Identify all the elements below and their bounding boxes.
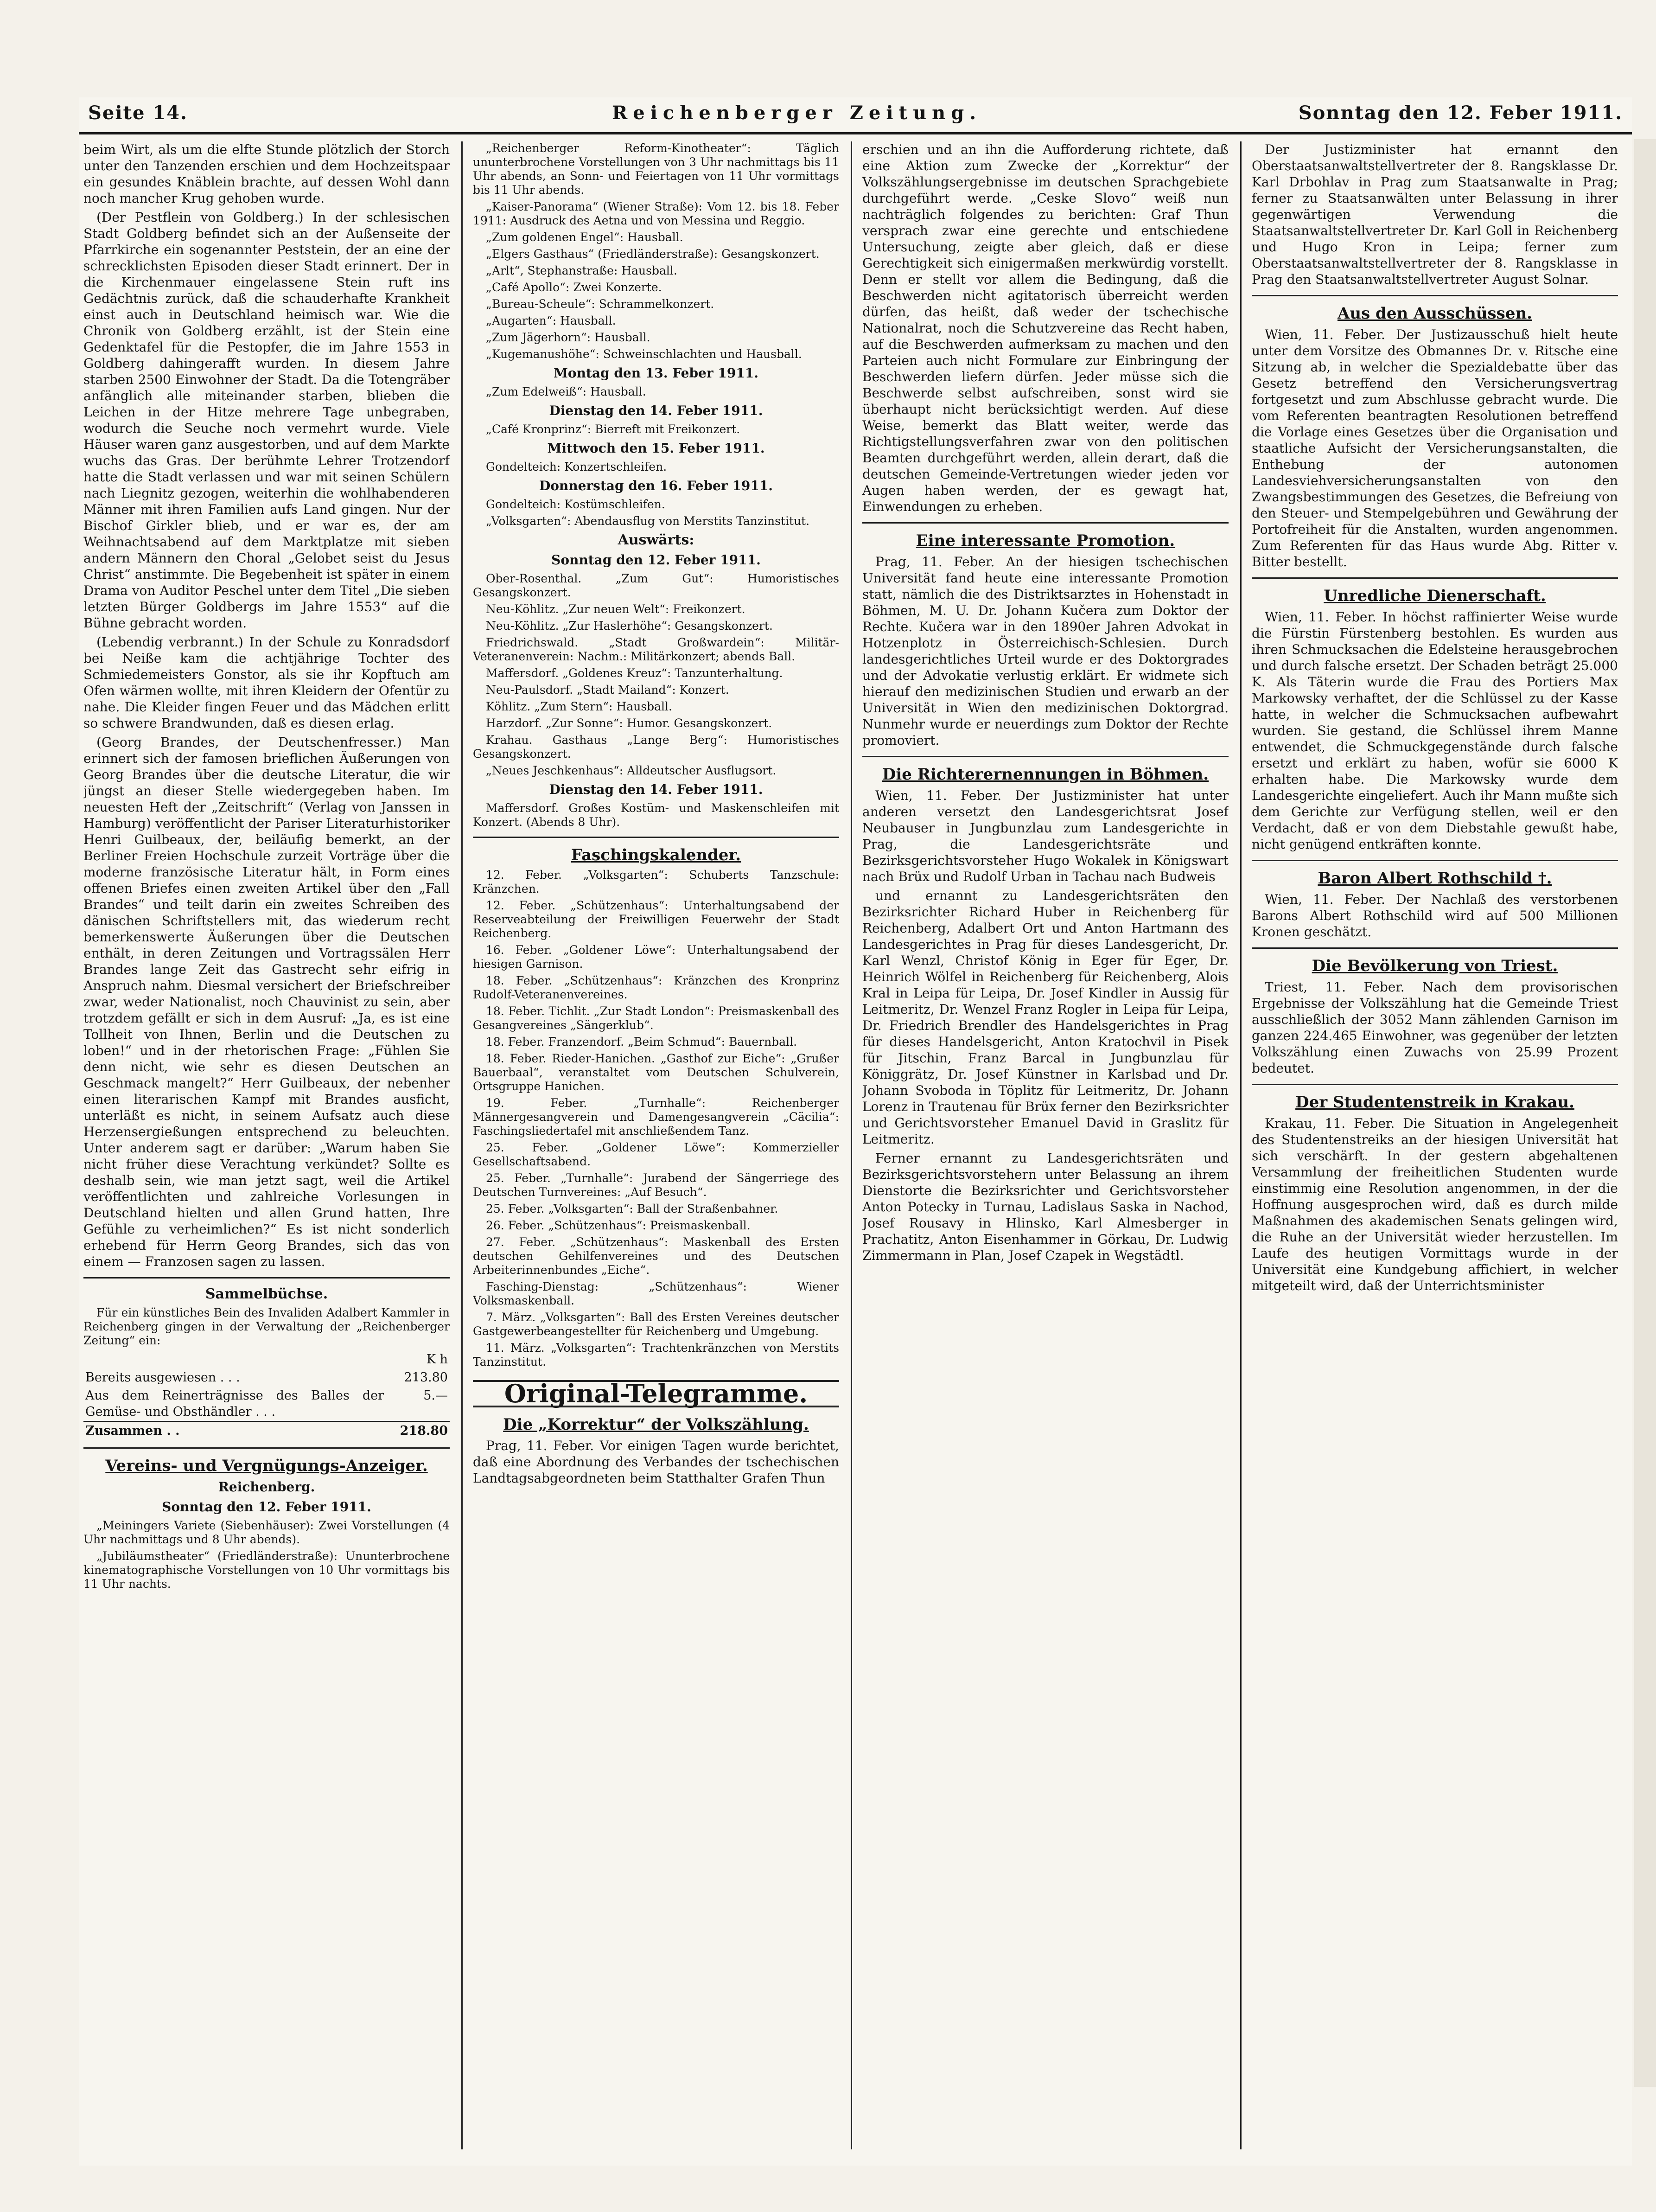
listing-entry: Neu-Köhlitz. „Zur Haslerhöhe“: Gesangskonzert. bbox=[486, 619, 773, 633]
ledger-total-row bbox=[83, 1421, 450, 1440]
calendar-entry: 18. Feber. Rieder-Hanichen. „Gasthof zur Eiche“: „Grußer Bauerbaal“, veranstaltet vom Deutschen Schulverein, Ortsgruppe Hanichen. bbox=[473, 1052, 839, 1093]
section-divider bbox=[83, 1277, 450, 1279]
listing-entry: „Café Apollo“: Zwei Konzerte. bbox=[486, 281, 662, 294]
article-paragraph: (Georg Brandes, der Deutschenfresser.) Man erinnert sich der famosen brieflichen Äußerungen von Georg Brandes über die deutsche Literatur, die wir jüngst an dieser Stelle wiedergegeben haben. Im neuesten Heft der „Zeitschrift“ (Verlag von Janssen in Hamburg) veröffentlicht der Pariser Literaturhistoriker Henri Guilbeaux, der, beiläufig bemerkt, an der Berliner Freien Hochschule zurzeit Vorträge über die moderne französische Literatur hält, in Form eines offenen Briefes einen zweiten Artikel über den „Fall Brandes“ und teilt darin ein zweites Schreiben des dänischen Schriftstellers mit, das wiederum recht bemerkenswerte Äußerungen über die Deutschen enthält, in deren Zeitungen und Vortragssälen Herr Brandes lange Zeit das Gastrecht sehr eifrig in Anspruch nahm. Diesmal versichert der Briefschreiber zwar, weder Nationalist, noch Chauvinist zu sein, aber trotzdem gefällt er sich in dem Ausruf: „Ja, es ist eine Tollheit von Ihnen, Berlin und die Deutschen zu loben!“ und in der rhetorischen Frage: „Fühlen Sie denn nicht, wie sehr es diesen Deutschen an Geschmack mangelt?“ Herr Guilbeaux, der nebenher einen literarischen Kampf mit Brandes ausficht, unterläßt es nicht, in seinem Aufsatz auch diese Herzensergießungen entsprechend zu beleuchten. Unter anderem sagt er darüber: „Warum haben Sie nicht früher diese Verachtung verkündet? Sollte es deshalb sein, wie man jetzt sagt, weil die Artikel veröffentlichten und zahlreiche Vorlesungen in Deutschland hielten und allen Grund hatten, Ihre Gefühle zu verheimlichen?“ Es ist nicht sonderlich erhebend für Herrn Georg Brandes, sich das von einem — Franzosen sagen zu lassen. bbox=[83, 735, 450, 1269]
calendar-entry: 18. Feber. Franzendorf. „Beim Schmud“: Bauernball. bbox=[486, 1035, 797, 1048]
listing-entry: Friedrichswald. „Stadt Großwardein“: Militär-Veteranenverein: Nachm.: Militärkonzert; abends Ball. bbox=[473, 636, 839, 663]
column-2 bbox=[473, 141, 839, 2149]
city-heading: Reichenberg. bbox=[218, 1479, 315, 1495]
listing-entry: Maffersdorf. Großes Kostüm- und Maskenschleifen mit Konzert. (Abends 8 Uhr). bbox=[473, 801, 839, 829]
article-headline: Die Richterernennungen in Böhmen. bbox=[882, 765, 1209, 784]
date-heading: Donnerstag den 16. Feber 1911. bbox=[539, 478, 773, 493]
section-divider bbox=[1252, 1084, 1618, 1085]
article-paragraph: (Lebendig verbrannt.) In der Schule zu Konradsdorf bei Neiße kam die achtjährige Tochter des Schmiedemeisters Gonstor, als sie ihr Kopftuch am Ofen wärmen wollte, mit ihren Kleidern der Ofentür zu nahe. Die Kleider fingen Feuer und das Mädchen erlitt so schwere Brandwunden, daß es diesen erlag. bbox=[83, 634, 450, 731]
article-headline: Der Studentenstreik in Krakau. bbox=[1295, 1093, 1574, 1112]
section-divider bbox=[83, 1447, 450, 1449]
article-headline: Die „Korrektur“ der Volkszählung. bbox=[503, 1415, 809, 1434]
ledger-label: Bereits ausgewiesen . . . bbox=[85, 1370, 240, 1385]
article-headline: Aus den Ausschüssen. bbox=[1337, 304, 1533, 323]
section-divider bbox=[1252, 577, 1618, 579]
listing-entry: „Zum Edelweiß“: Hausball. bbox=[486, 385, 646, 398]
listing-entry: Harzdorf. „Zur Sonne“: Humor. Gesangskonzert. bbox=[486, 716, 772, 730]
telegram-section-title: Original-Telegramme. bbox=[473, 1380, 839, 1407]
calendar-entry: 7. März. „Volksgarten“: Ball des Ersten Vereines deutscher Gastgewerbeangestellter für Reichenberg und Umgebung. bbox=[473, 1311, 839, 1338]
article-paragraph: Wien, 11. Feber. In höchst raffinierter Weise wurde die Fürstin Fürstenberg bestohlen. Es wurden aus ihren Schmucksachen die Edelsteine herausgebrochen und durch falsche ersetzt. Der Schaden beträgt 25.000 K. Als Täterin wurde die Frau des Portiers Max Markowsky verhaftet, der die Schlüssel zu der Kasse hatte, in welcher die Schmucksachen aufbewahrt wurden. Sie gestand, die Schlüssel ihrem Manne entwendet, die Schmuckgegenstände durch falsche ersetzt und erklärt zu haben, wofür sie 6000 K erhalten habe. Die Markowsky wurde dem Landesgerichte eingeliefert. Auch ihr Mann mußte sich dem Gerichte zur Verfügung stellen, weil er den Verdacht, daß er von dem Diebstahle gewußt habe, nicht genügend entkräften konnte. bbox=[1252, 609, 1618, 852]
article-paragraph: (Der Pestflein von Goldberg.) In der schlesischen Stadt Goldberg befindet sich an der Außenseite der Pfarrkirche ein sogenannter Peststein, der an eine der schrecklichsten Episoden dieser Stadt erinnert. Der in die Kirchenmauer eingelassene Stein ruft ins Gedächtnis zurück, daß die schauderhafte Krankheit einst auch in Deutschland heimisch war. Wie die Chronik von Goldberg erzählt, ist der Stein eine Gedenktafel für die Pestopfer, die im Jahre 1553 in Goldberg dahingerafft wurden. In diesem Jahre starben 2500 Einwohner der Stadt. Da die Totengräber anfänglich alle miteinander starben, blieben die Leichen in der Hitze mehrere Tage unbegraben, wodurch die Seuche noch vermehrt wurde. Viele Häuser waren ganz ausgestorben, und auf dem Markte wuchs das Gras. Der berühmte Lehrer Trotzendorf hatte die Stadt verlassen und war mit seinen Schülern nach Liegnitz gezogen, weiterhin die wohlhabenderen Männer mit ihren Familien aufs Land gingen. Nur der Bischof Girkler blieb, und er war es, der am Weihnachtsabend auf dem Marktplatze mit sieben andern Männern den Choral „Gelobet seist du Jesus Christ“ anstimmte. Die Begebenheit ist später in einem Drama von Auditor Peschel unter dem Titel „Die sieben letzten Bürger Goldbergs im Jahre 1553“ auf die Bühne gebracht worden. bbox=[83, 210, 450, 631]
listing-entry: „Arlt“, Stephanstraße: Hausball. bbox=[486, 264, 677, 277]
article-paragraph: erschien und an ihn die Aufforderung richtete, daß eine Aktion zum Zwecke der „Korrektur“ der Volkszählungsergebnisse im deutschen Sprachgebiete durchgeführt werde. „Ceske Slovo“ weiß nun nachträglich folgendes zu berichten: Graf Thun versprach zwar eine gerechte und entschiedene Untersuchung, zeigte aber gleich, daß er diese Gerechtigkeit sich einigermaßen merkwürdig vorstellt. Denn er stellt vor allem die Bedingung, daß die Beschwerden nicht agitatorisch überreicht werden dürfen, das heißt, daß weder der tschechische Nationalrat, noch die Schutzvereine das Recht haben, auf die Beschwerden aufmerksam zu machen und den Parteien auch nicht Formulare zur Einbringung der Beschwerden liefern dürfen. Jeder müsse sich die Beschwerde selbst aufschreiben, sonst wird sie überhaupt nicht berücksichtigt werden. Auf diese Weise, bemerkt das Blatt weiter, werde das Richtigstellungsverfahren zwar von den politischen Beamten durchgeführt werden, allein derart, daß die deutschen Gemeinde-Vertretungen wieder jeden vor Augen haben werden, der es gewagt hat, Einwendungen zu erheben. bbox=[862, 142, 1229, 514]
listing-entry: „Elgers Gasthaus“ (Friedländerstraße): Gesangskonzert. bbox=[486, 247, 820, 261]
listing-entry: „Zum Jägerhorn“: Hausball. bbox=[486, 331, 650, 344]
section-title: Auswärts: bbox=[618, 532, 694, 548]
calendar-entry: 25. Feber. „Goldener Löwe“: Kommerzieller Gesellschaftsabend. bbox=[473, 1141, 839, 1168]
article-paragraph: Wien, 11. Feber. Der Justizminister hat unter anderen versetzt den Landesgerichtsrat Josef Neubauser in Jungbunzlau zum Landesgerichte in Prag, die Landesgerichtsräte und Bezirksgerichtsvorsteher Hugo Wokalek in Königswart nach Brüx und Rudolf Urban in Tachau nach Budweis bbox=[862, 788, 1229, 884]
article-paragraph: und ernannt zu Landesgerichtsräten den Bezirksrichter Richard Huber in Reichenberg für Reichenberg, Adalbert Ort und Anton Hartmann des Landesgerichtes in Prag für dieses Landesgericht, Dr. Karl Wenzl, Christof König in Eger für Eger, Dr. Heinrich Wölfel in Reichenberg für Reichenberg, Alois Kral in Leipa für Leipa, Dr. Josef Kindler in Aussig für Leitmeritz, Dr. Wenzel Franz Rogler in Leipa für Leipa, Dr. Friedrich Brendler des Handelsgerichtes in Prag für dieses Handelsgericht, Anton Kratochvil in Pisek für Jitschin, Franz Barcal in Jungbunzlau für Königgrätz, Dr. Josef Künstner in Karlsbad und Dr. Johann Svoboda in Töplitz für Leitmeritz, Dr. Johann Lorenz in Trautenau für Brüx ferner den Bezirksrichter und Gerichtsvorsteher Emanuel David in Graslitz für Leitmeritz. bbox=[862, 888, 1229, 1147]
section-divider bbox=[1252, 947, 1618, 949]
listing-entry: „Jubiläumstheater“ (Friedländerstraße): Ununterbrochene kinematographische Vorstellungen von 10 Uhr vormittags bis 11 Uhr nachts. bbox=[83, 1549, 450, 1591]
column-divider bbox=[461, 141, 463, 2149]
ledger-header-row bbox=[83, 1350, 450, 1368]
calendar-entry: Fasching-Dienstag: „Schützenhaus“: Wiener Volksmaskenball. bbox=[473, 1280, 839, 1307]
calendar-entry: 16. Feber. „Goldener Löwe“: Unterhaltungsabend der hiesigen Garnison. bbox=[473, 943, 839, 971]
listing-entry: Maffersdorf. „Goldenes Kreuz“: Tanzunterhaltung. bbox=[486, 666, 783, 680]
calendar-entry: 25. Feber. „Turnhalle“: Jurabend der Sängerriege des Deutschen Turnvereines: „Auf Besuch“. bbox=[473, 1171, 839, 1199]
listing-entry: Gondelteich: Konzertschleifen. bbox=[486, 460, 667, 473]
article-paragraph: Ferner ernannt zu Landesgerichtsräten und Bezirksgerichtsvorstehern unter Belassung an ihrem Dienstorte die Bezirksrichter und Gerichtsvorsteher Anton Potecky in Turnau, Ladislaus Saska in Nachod, Josef Rousavy in Hlinsko, Karl Almesberger in Prachatitz, Anton Eisenhammer in Görkau, Dr. Ludwig Zimmermann in Plan, Josef Czapek in Wegstädtl. bbox=[862, 1151, 1229, 1263]
donation-ledger bbox=[83, 1350, 450, 1440]
page-header bbox=[79, 97, 1632, 130]
article-paragraph: Für ein künstliches Bein des Invaliden Adalbert Kammler in Reichenberg gingen in der Verwaltung der „Reichenberger Zeitung“ ein: bbox=[83, 1306, 450, 1347]
article-paragraph: Wien, 11. Feber. Der Justizausschuß hielt heute unter dem Vorsitze des Obmannes Dr. v. Ritsche eine Sitzung ab, in welcher die Spezialdebatte über das Gesetz betreffend den Versicherungsvertrag fortgesetzt und zum Abschlusse gebracht wurde. Die vom Referenten beantragten Resolutionen betreffend die Vorlage eines Gesetzes über die Organisation und staatliche Aufsicht der Versicherungsanstalten, die Enthebung der autonomen Landesviehversicherungsanstalten von den Zwangsbestimmungen des Gesetzes, die Befreiung von den Steuer- und Stempelgebühren und Gewährung der Portofreiheit für die Anstalten, wurden angenommen. Zum Referenten für das Haus wurde Abg. Ritter v. Bitter bestellt. bbox=[1252, 327, 1618, 569]
listing-entry: Gondelteich: Kostümschleifen. bbox=[486, 498, 665, 511]
column-3 bbox=[862, 141, 1229, 2149]
listing-entry: „Café Kronprinz“: Bierreft mit Freikonzert. bbox=[486, 422, 740, 436]
listing-entry: „Volksgarten“: Abendausflug von Merstits Tanzinstitut. bbox=[486, 514, 810, 528]
listing-entry: Krahau. Gasthaus „Lange Berg“: Humoristisches Gesangskonzert. bbox=[473, 733, 839, 761]
section-divider bbox=[862, 522, 1229, 524]
article-paragraph: Wien, 11. Feber. Der Nachlaß des verstorbenen Barons Albert Rothschild wird auf 500 Millionen Kronen geschätzt. bbox=[1252, 892, 1618, 940]
article-paragraph: Prag, 11. Feber. Vor einigen Tagen wurde berichtet, daß eine Abordnung des Verbandes der tschechischen Landtagsabgeordneten beim Statthalter Grafen Thun bbox=[473, 1438, 839, 1486]
issue-date: Sonntag den 12. Feber 1911. bbox=[1298, 102, 1623, 124]
calendar-entry: 25. Feber. „Volksgarten“: Ball der Straßenbahner. bbox=[486, 1202, 778, 1215]
article-paragraph: Der Justizminister hat ernannt den Oberstaatsanwaltstellvertreter der 8. Rangsklasse Dr. Karl Drbohlav in Prag zum Staatsanwalte in Prag; ferner zu Staatsanwälten unter Belassung in ihrer gegenwärtigen Verwendung die Staatsanwaltstellvertreter Dr. Karl Goll in Reichenberg und Hugo Kron in Leipa; ferner zum Oberstaatsanwaltstellvertreter der 8. Rangsklasse in Prag den Staatsanwaltstellvertreter August Solnar. bbox=[1252, 142, 1618, 287]
header-rule bbox=[79, 132, 1632, 134]
section-title: Sammelbüchse. bbox=[205, 1286, 328, 1302]
article-paragraph: Krakau, 11. Feber. Die Situation in Angelegenheit des Studentenstreiks an der hiesigen Universität hat sich verschärft. In der gestern abgehaltenen Versammlung der freiheitlichen Studenten wurde einstimmig eine Resolution angenommen, in der die Hoffnung ausgesprochen wird, daß es durch milde Maßnahmen des akademischen Senats gelingen wird, die Ruhe an der Universität wieder herzustellen. Im Laufe des heutigen Vormittags wurde in der Universität eine Kundgebung affichiert, in welcher mitgeteilt wird, daß der Unterrichtsminister bbox=[1252, 1116, 1618, 1293]
listing-entry: Köhlitz. „Zum Stern“: Hausball. bbox=[486, 700, 672, 713]
date-heading: Sonntag den 12. Feber 1911. bbox=[551, 552, 761, 568]
listing-entry: Neu-Paulsdorf. „Stadt Mailand“: Konzert. bbox=[486, 683, 729, 697]
listing-entry: „Kaiser-Panorama“ (Wiener Straße): Vom 12. bis 18. Feber 1911: Ausdruck des Aetna und von Messina und Reggio. bbox=[473, 200, 839, 227]
listing-entry: „Kugemanushöhe“: Schweinschlachten und Hausball. bbox=[486, 347, 802, 361]
column-divider bbox=[851, 141, 852, 2149]
ledger-label: Aus dem Reinerträgnisse des Balles der Gemüse- und Obsthändler . . . bbox=[85, 1388, 384, 1419]
column-4 bbox=[1252, 141, 1618, 2149]
listing-entry: „Meiningers Variete (Siebenhäuser): Zwei Vorstellungen (4 Uhr nachmittags und 8 Uhr abends). bbox=[83, 1519, 450, 1546]
article-paragraph: Prag, 11. Feber. An der hiesigen tschechischen Universität fand heute eine interessante Promotion statt, nämlich die des Distriktsarztes in Hohenstadt in Böhmen, M. U. Dr. Johann Kučera zum Doktor der Rechte. Kučera war in den 1890er Jahren Advokat in Hotzenplotz in Österreichisch-Schlesien. Durch landesgerichtliches Urteil wurde er des Doktorgrades und der Advokatie verlustig erklärt. Er widmete sich hierauf den medizinischen Studien und erwarb an der Universität in Wien den medizinischen Doktorgrad. Nunmehr wurde er neuerdings zum Doktor der Rechte promoviert. bbox=[862, 554, 1229, 748]
ledger-label: Zusammen . . bbox=[83, 1421, 386, 1440]
column-1 bbox=[83, 141, 450, 2149]
ledger-amount: 213.80 bbox=[404, 1370, 448, 1385]
newspaper-title: Reichenberger Zeitung. bbox=[612, 102, 982, 124]
listing-entry: Neu-Köhlitz. „Zur neuen Welt“: Freikonzert. bbox=[486, 602, 745, 616]
section-title: Faschingskalender. bbox=[571, 846, 741, 864]
section-divider bbox=[473, 837, 839, 838]
column-divider bbox=[1240, 141, 1242, 2149]
section-title: Vereins- und Vergnügungs-Anzeiger. bbox=[105, 1457, 428, 1475]
section-divider bbox=[1252, 295, 1618, 296]
calendar-entry: 12. Feber. „Schützenhaus“: Unterhaltungsabend der Reserveabteilung der Freiwilligen Feuerwehr der Stadt Reichenberg. bbox=[473, 899, 839, 940]
ledger-currency: K h bbox=[426, 1352, 448, 1367]
listing-entry: „Augarten“: Hausball. bbox=[486, 314, 616, 327]
calendar-entry: 12. Feber. „Volksgarten“: Schuberts Tanzschule: Kränzchen. bbox=[473, 868, 839, 895]
article-headline: Baron Albert Rothschild †. bbox=[1318, 869, 1552, 888]
ledger-amount: 5.— bbox=[423, 1388, 448, 1403]
calendar-entry: 27. Feber. „Schützenhaus“: Maskenball des Ersten deutschen Gehilfenvereines und des Deutschen Arbeiterinnenbundes „Eiche“. bbox=[473, 1235, 839, 1277]
listing-entry: „Zum goldenen Engel“: Hausball. bbox=[486, 230, 683, 244]
calendar-entry: 18. Feber. „Schützenhaus“: Kränzchen des Kronprinz Rudolf-Veteranenvereines. bbox=[473, 974, 839, 1001]
ledger-amount: 218.80 bbox=[386, 1421, 450, 1440]
newspaper-page bbox=[79, 97, 1632, 2166]
article-headline: Unredliche Dienerschaft. bbox=[1324, 587, 1546, 605]
ledger-row bbox=[83, 1387, 450, 1421]
listing-entry: „Reichenberger Reform-Kinotheater“: Täglich ununterbrochene Vorstellungen von 3 Uhr nachmittags bis 11 Uhr abends, an Sonn- und Feiertagen von 11 Uhr vormittags bis 11 Uhr abends. bbox=[473, 141, 839, 197]
article-paragraph: Triest, 11. Feber. Nach dem provisorischen Ergebnisse der Volkszählung hat die Gemeinde Triest ausschließlich der 3052 Mann zählenden Garnison im ganzen 224.465 Einwohner, was gegenüber der letzten Volkszählung einen Zuwachs von 25.99 Prozent bedeutet. bbox=[1252, 979, 1618, 1076]
article-headline: Die Bevölkerung von Triest. bbox=[1312, 957, 1558, 975]
date-heading: Dienstag den 14. Feber 1911. bbox=[549, 782, 763, 797]
listing-entry: „Neues Jeschkenhaus“: Alldeutscher Ausflugsort. bbox=[486, 764, 777, 777]
article-headline: Eine interessante Promotion. bbox=[916, 531, 1175, 550]
date-heading: Sonntag den 12. Feber 1911. bbox=[162, 1499, 371, 1515]
section-divider bbox=[862, 756, 1229, 757]
page-number: Seite 14. bbox=[88, 102, 188, 124]
listing-entry: „Bureau-Scheule“: Schrammelkonzert. bbox=[486, 297, 714, 311]
calendar-entry: 19. Feber. „Turnhalle“: Reichenberger Männergesangverein und Damengesangverein „Cäcilia“: Faschingsliedertafel mit anschließendem Tanz. bbox=[473, 1096, 839, 1138]
calendar-entry: 26. Feber. „Schützenhaus“: Preismaskenball. bbox=[486, 1219, 751, 1232]
listing-entry: Ober-Rosenthal. „Zum Gut“: Humoristisches Gesangskonzert. bbox=[473, 572, 839, 599]
section-divider bbox=[1252, 860, 1618, 861]
ledger-row bbox=[83, 1368, 450, 1387]
calendar-entry: 11. März. „Volksgarten“: Trachtenkränzchen von Merstits Tanzinstitut. bbox=[473, 1341, 839, 1368]
date-heading: Dienstag den 14. Feber 1911. bbox=[549, 403, 763, 418]
article-paragraph: beim Wirt, als um die elfte Stunde plötzlich der Storch unter den Tanzenden erschien und dem Hochzeitspaar ein gesundes Knäblein brachte, auf dessen Wohl dann noch mancher Krug gehoben wurde. bbox=[83, 142, 450, 206]
calendar-entry: 18. Feber. Tichlit. „Zur Stadt London“: Preismaskenball des Gesangvereines „Sängerklub“. bbox=[473, 1004, 839, 1032]
date-heading: Montag den 13. Feber 1911. bbox=[553, 365, 759, 381]
date-heading: Mittwoch den 15. Feber 1911. bbox=[547, 441, 765, 456]
adjacent-page-edge bbox=[1634, 139, 1656, 2087]
